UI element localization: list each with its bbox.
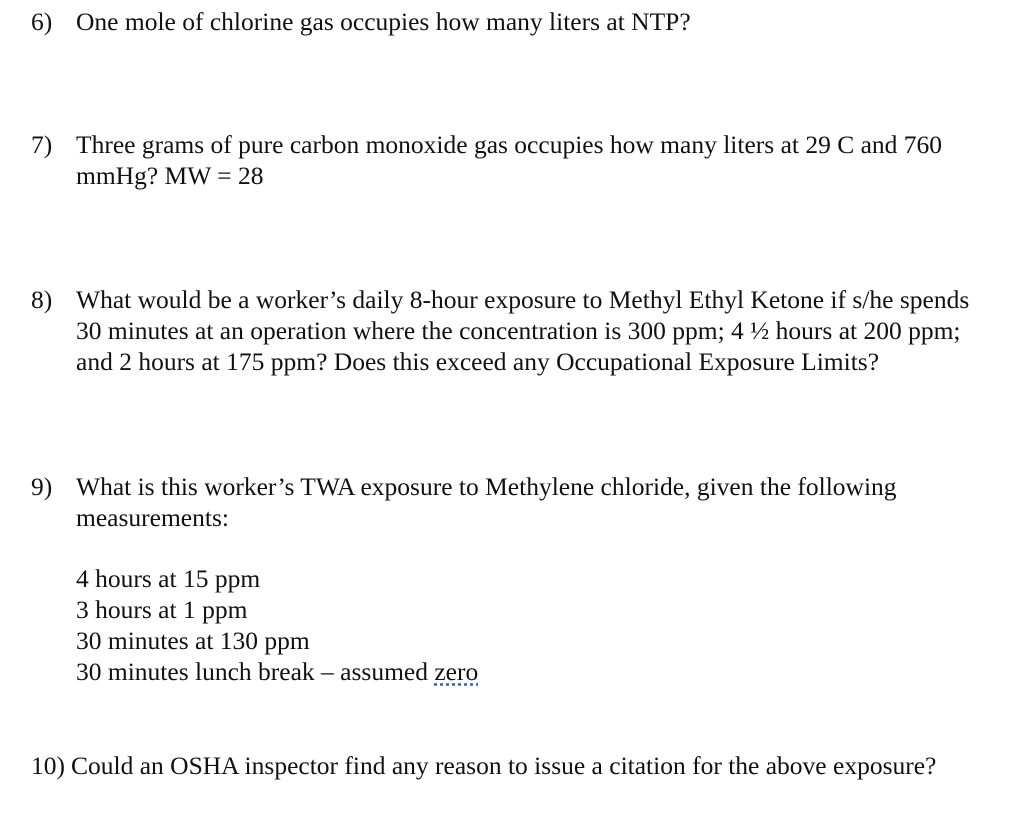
measurement-item: 3 hours at 1 ppm	[76, 595, 248, 624]
question-number: 9)	[31, 472, 53, 501]
question-line: What would be a worker’s daily 8-hour exposure to Methyl Ethyl Ketone if s/he spends	[76, 285, 970, 314]
question-text	[76, 6, 691, 37]
question-line: measurements:	[76, 503, 229, 532]
measurement-item: 30 minutes at 130 ppm	[76, 626, 310, 655]
question-line: Could an OSHA inspector find any reason to issue a citation for the above exposure?	[71, 751, 937, 780]
question-line: What is this worker’s TWA exposure to Methylene chloride, given the following	[76, 472, 897, 501]
question-10	[31, 750, 1024, 781]
question-line: and 2 hours at 175 ppm? Does this exceed any Occupational Exposure Limits?	[76, 347, 880, 376]
question-line: 30 minutes at an operation where the concentration is 300 ppm; 4 ½ hours at 200 ppm;	[76, 316, 961, 345]
question-number: 8)	[31, 285, 53, 314]
spacer	[76, 533, 897, 563]
question-line: mmHg? MW = 28	[76, 161, 264, 190]
measurement-text: 30 minutes lunch break – assumed	[76, 657, 435, 686]
question-number: 10)	[31, 751, 65, 780]
emphasized-word: zero	[434, 657, 479, 686]
question-text	[76, 284, 969, 377]
question-line: One mole of chlorine gas occupies how many liters at NTP?	[76, 7, 691, 36]
question-line: Three grams of pure carbon monoxide gas occupies how many liters at 29 C and 760	[76, 130, 943, 159]
question-number: 7)	[31, 130, 53, 159]
question-text	[76, 129, 942, 191]
measurement-item-lunch	[76, 656, 897, 687]
question-text	[76, 471, 897, 687]
measurement-item: 4 hours at 15 ppm	[76, 564, 261, 593]
question-number: 6)	[31, 7, 53, 36]
